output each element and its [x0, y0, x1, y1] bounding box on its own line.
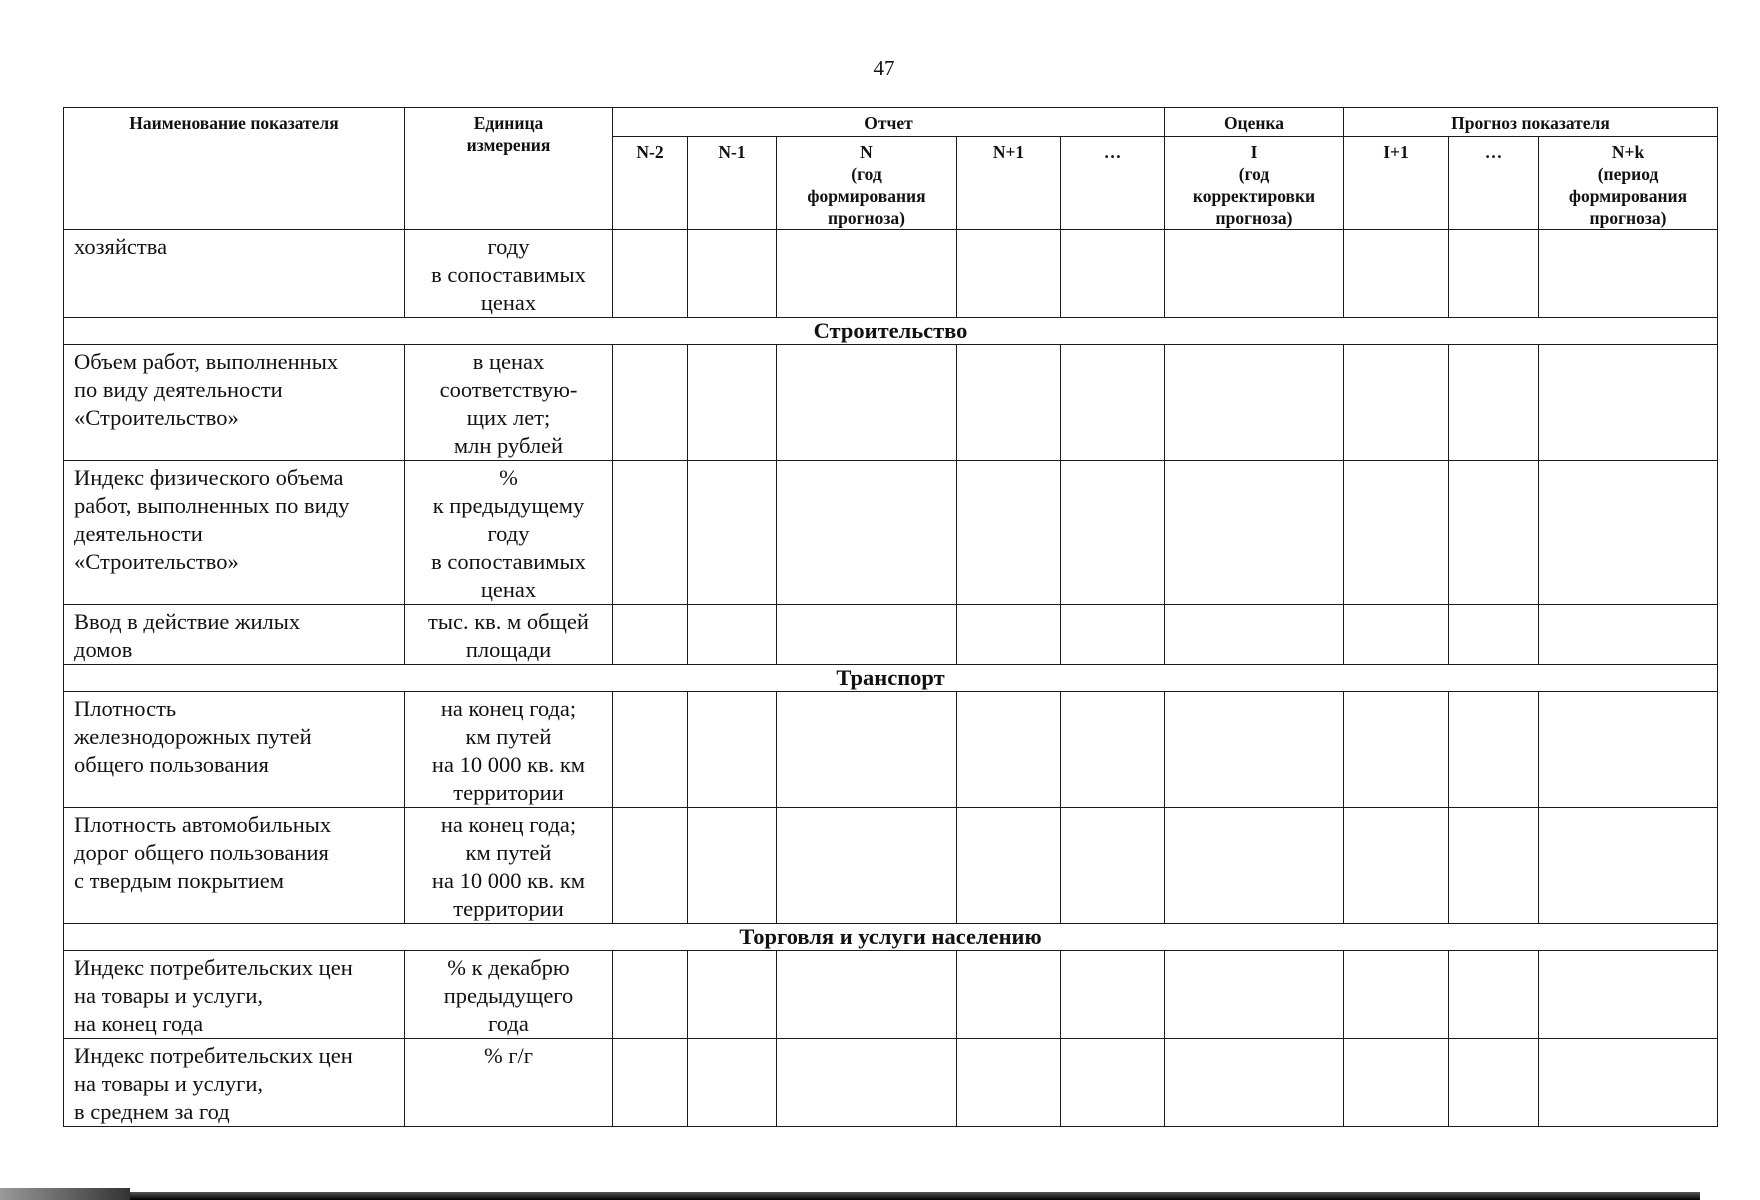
section-row	[64, 665, 1718, 692]
row-indicator-name: Индекс потребительских цен на товары и услуги, на конец года	[64, 951, 405, 1039]
row-indicator-name: Плотность железнодорожных путей общего пользования	[64, 692, 405, 808]
header-indicator-name: Наименование показателя	[64, 108, 405, 230]
row-unit: в ценах соответствую- щих лет; млн рублей	[405, 345, 613, 461]
table-row	[64, 692, 1718, 808]
header-group-report: Отчет	[613, 108, 1165, 137]
row-unit: % к предыдущему году в сопоставимых ценах	[405, 461, 613, 605]
header-col-ellipsis-forecast: …	[1449, 137, 1539, 230]
header-col-i: I (год корректировки прогноза)	[1165, 137, 1344, 230]
table-row	[64, 1039, 1718, 1127]
table-row	[64, 461, 1718, 605]
indicators-table	[63, 107, 1718, 1127]
header-unit: Единица измерения	[405, 108, 613, 230]
row-unit: тыс. кв. м общей площади	[405, 605, 613, 665]
row-indicator-name: Индекс потребительских цен на товары и услуги, в среднем за год	[64, 1039, 405, 1127]
row-unit: на конец года; км путей на 10 000 кв. км территории	[405, 808, 613, 924]
header-group-estimate: Оценка	[1165, 108, 1344, 137]
section-title: Строительство	[64, 318, 1718, 345]
table-row	[64, 345, 1718, 461]
header-col-n-minus-1: N-1	[688, 137, 777, 230]
table-row	[64, 230, 1718, 318]
row-unit: году в сопоставимых ценах	[405, 230, 613, 318]
row-indicator-name: Плотность автомобильных дорог общего пользования с твердым покрытием	[64, 808, 405, 924]
header-group-forecast: Прогноз показателя	[1344, 108, 1718, 137]
table-row	[64, 808, 1718, 924]
header-col-n-plus-k: N+k (период формирования прогноза)	[1539, 137, 1718, 230]
section-row	[64, 318, 1718, 345]
page-number: 47	[873, 56, 895, 80]
row-indicator-name: Ввод в действие жилых домов	[64, 605, 405, 665]
header-col-n-plus-1: N+1	[957, 137, 1061, 230]
row-indicator-name: Индекс физического объема работ, выполненных по виду деятельности «Строительство»	[64, 461, 405, 605]
header-col-n-minus-2: N-2	[613, 137, 688, 230]
row-unit: % г/г	[405, 1039, 613, 1127]
scan-bottom-edge	[0, 1192, 1700, 1200]
header-col-ellipsis-report: …	[1061, 137, 1165, 230]
row-unit: % к декабрю предыдущего года	[405, 951, 613, 1039]
table-row	[64, 605, 1718, 665]
row-indicator-name: хозяйства	[64, 230, 405, 318]
header-col-n: N (год формирования прогноза)	[777, 137, 957, 230]
scan-corner-shadow	[0, 1188, 130, 1200]
row-unit: на конец года; км путей на 10 000 кв. км территории	[405, 692, 613, 808]
section-title: Транспорт	[64, 665, 1718, 692]
row-indicator-name: Объем работ, выполненных по виду деятельности «Строительство»	[64, 345, 405, 461]
table-row	[64, 951, 1718, 1039]
section-title: Торговля и услуги населению	[64, 924, 1718, 951]
header-col-i-plus-1: I+1	[1344, 137, 1449, 230]
section-row	[64, 924, 1718, 951]
